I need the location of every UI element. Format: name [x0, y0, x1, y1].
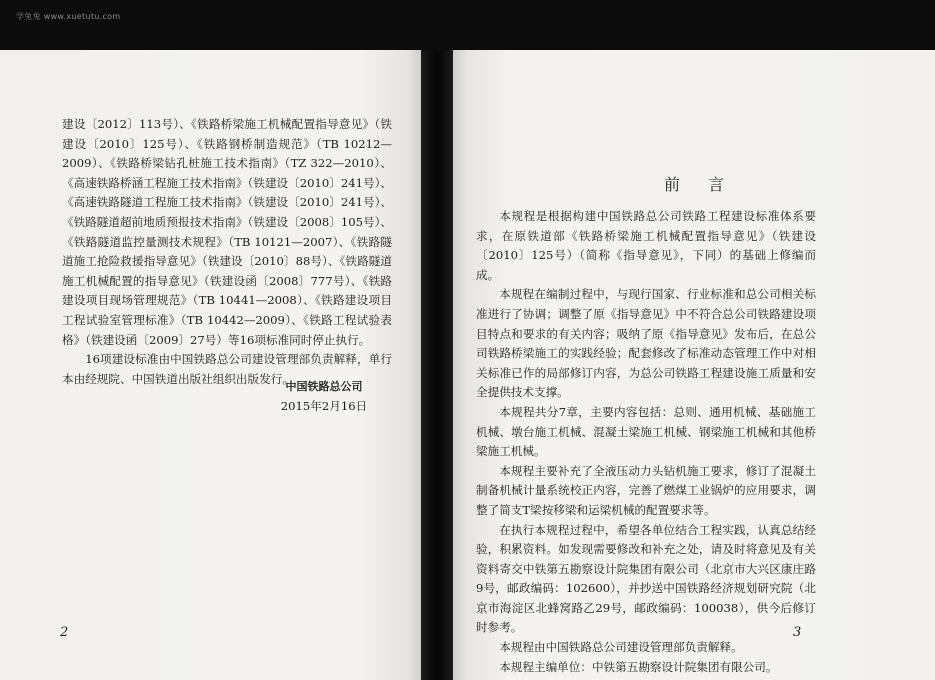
- preface-heading: 前言: [663, 175, 752, 194]
- page-number-right: 3: [793, 625, 802, 640]
- preface-paragraph: 本规程共分7章，主要内容包括：总则、通用机械、基础施工机械、墩台施工机械、混凝土梁施工机械、钢梁施工机械和其他桥梁施工机械。: [476, 404, 816, 459]
- preface-paragraph: 本规程主编单位：中铁第五勘察设计院集团有限公司。: [499, 659, 778, 674]
- right-page: [453, 50, 935, 680]
- preface-paragraph: 本规程主要补充了全液压动力头钻机施工要求，修订了混凝土制备机械计量系统校正内容，完善了燃煤工业锅炉的应用要求，调整了简支T梁按移梁和运梁机械的配置要求等。: [476, 463, 816, 517]
- watermark-text: 学兔兔 www.xuetutu.com: [16, 12, 121, 21]
- preface-paragraph: 本规程是根据构建中国铁路总公司铁路工程建设标准体系要求，在原铁道部《铁路桥梁施工机械配置指导意见》（铁建设〔2010〕125号）（简称《指导意见》，下同）的基础上修编而成。: [476, 209, 816, 282]
- left-paragraph-continuation: 建设〔2012〕113号）、《铁路桥梁施工机械配置指导意见》（铁建设〔2010〕125号）、《铁路钢桥制造规范》（TB 10212—2009）、《铁路桥梁钻孔桩施工技术指南》（TZ 322—2010）、《高速铁路桥涵工程施工技术指南》（铁建设〔2010〕241号）、《高速铁路隧道工程施工技术指南》（铁建设〔2010〕241号）、《铁路隧道超前地质预报技术指南》（铁建设〔2008〕105号）、《铁路隧道监控量测技术规程》（TB 10121—2007）、《铁路隧道施工抢险救援指导意见》（铁建设〔2010〕88号）、《铁路隧道施工机械配置的指导意见》（铁建设函〔2008〕777号）、《铁路建设项目现场管理规范》（TB 10441—2008）、《铁路建设项目工程试验室管理标准》（TB 10442—2009）、《铁路工程试验表格》（铁建设函〔2009〕27号）等16项标准同时停止执行。: [62, 117, 392, 347]
- page-number-left: 2: [60, 625, 69, 640]
- signature-organization: 中国铁路总公司: [285, 380, 363, 393]
- preface-paragraph: 本规程由中国铁路总公司建设管理部负责解释。: [499, 640, 743, 655]
- left-page-body: [62, 115, 392, 389]
- signature-date: 2015年2月16日: [280, 399, 368, 413]
- preface-paragraph: 本规程在编制过程中，与现行国家、行业标准和总公司相关标准进行了协调；调整了原《指导意见》中不符合总公司铁路建设项目特点和要求的有关内容；吸纳了原《指导意见》发布后，在总公司铁路桥梁施工的实践经验；配套修改了标准动态管理工作中对相关标准已作的局部修订内容，为总公司铁路工程建设施工质量和安全提供技术支撑。: [476, 287, 816, 400]
- left-page: [0, 50, 421, 680]
- left-paragraph-interpretation: 16项建设标准由中国铁路总公司建设管理部负责解释，单行本由经规院、中国铁道出版社组织出版发行。: [62, 352, 392, 386]
- book-spine: [421, 50, 453, 680]
- preface-paragraph: 在执行本规程过程中，希望各单位结合工程实践，认真总结经验，积累资料。如发现需要修改和补充之处，请及时将意见及有关资料寄交中铁第五勘察设计院集团有限公司（北京市大兴区康庄路9号，邮政编码：102600），并抄送中国铁路经济规划研究院（北京市海淀区北蜂窝路乙29号，邮政编码：100038），供今后修订时参考。: [476, 522, 816, 635]
- right-page-body: [476, 207, 816, 677]
